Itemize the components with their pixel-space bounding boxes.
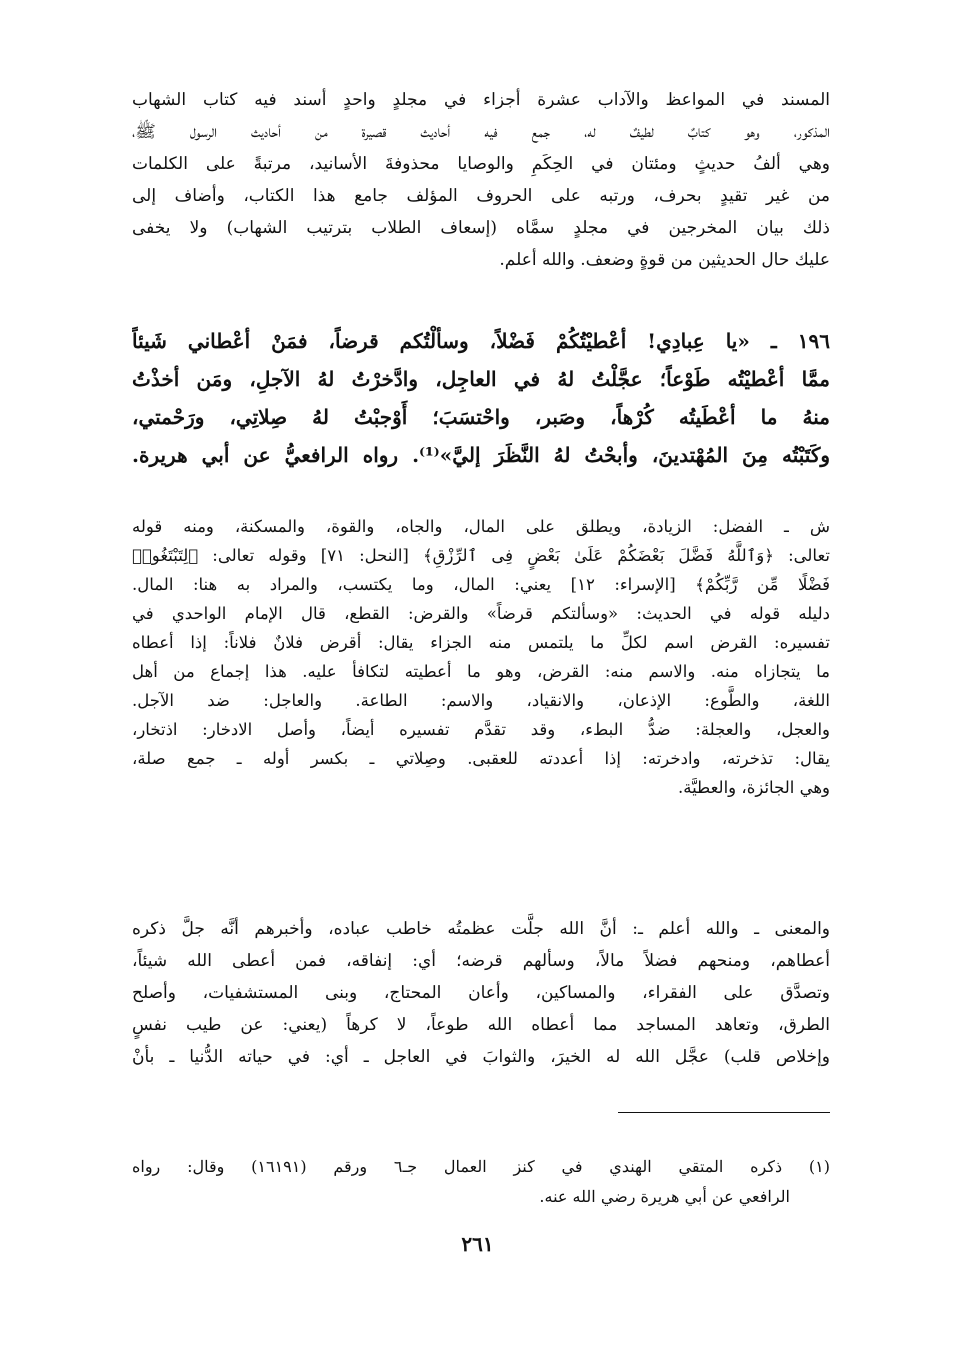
text-line: ش ـ الفضل: الزيادة، ويطلق على المال، والجاه، والقوة، والمسكنة، ومنه قوله [132, 517, 830, 536]
footnote [132, 1152, 830, 1212]
text-line: المذكور، وهو كتابٌ لطيفٌ له، جمع فيه أحاديث قصيرة من أحاديث الرسول ﷺ، [132, 122, 830, 142]
intro-paragraph [132, 84, 830, 276]
hadith-line: منهُ ما أعْطَيتُه كُرْهاً، وصَبر، واحْتسَبَ؛ أَوْجبْتُ لهُ صِلاتِي، ورَحْمتي، [132, 405, 830, 429]
text-line: اللغة، والطَّوع: الإذعان، والانقياد، والاسم: الطاعة. والعاجل: ضد الآجل. [132, 691, 830, 710]
hadith-line: ١٩٦ ـ «يا عِبادِي! أعْطيْتُكُمْ فَضْلاً، وسألْتُكم قرضاً، فمَنْ أعْطاني شَيئاً [132, 329, 830, 353]
text-line: والعجل، والعجلة: ضدُّ البطء، وقد تقدَّم تفسيره أيضاً، وأصل الادخار: اذتخار، [132, 720, 830, 739]
text-line: وتصدَّق على الفقراء، والمساكين، وأعان المحتاج، وبنى المستشفيات، وأصلح [132, 983, 830, 1003]
hadith-196 [132, 322, 830, 474]
hadith-line: وكَتَبْتُه مِنَ المُهْتدينَ، وأبحْتُ لهُ النَّظَرَ إليَّ»⁽¹⁾. رواه الرافعيُّ عن أبي هريرة. [132, 443, 830, 467]
text-line: تفسيره: القرض اسم لكلِّ ما يلتمس منه الجزاء يقال: أقرض فلانٌ فلاناً: إذا أعطاه [132, 633, 830, 652]
text-line: والمعنى ـ والله أعلم ـ: أنَّ الله جلَّت عظمتُه خاطب عباده، وأخبرهم أنَّه جلَّ ذكره [132, 919, 830, 939]
text-line: من غير تقيدٍ بحرف، ورتبه على الحروف المؤلف جامع هذا الكتاب، وأضاف إلى [132, 186, 830, 206]
footnote-divider [618, 1112, 830, 1113]
text-line: وهي الجائزة، والعطيَّة. [677, 778, 830, 797]
text-line: المسند في المواعظ والآداب عشرة أجزاء في مجلدٍ واحدٍ أسند فيه كتاب الشهاب [132, 90, 830, 110]
text-line: دليله قوله في الحديث: «وسألتكم قرضاً» والقرض: القطع، قال الإمام الواحدي في [132, 604, 830, 623]
text-line: وهي ألفُ حديثٍ ومئتان في الحِكَمِ والوصايا محذوفةَ الأسانيد، مرتبةً على الكلمات [132, 154, 830, 174]
page-number: ٢٦١ [461, 1232, 494, 1256]
text-line: تعالى: ﴿وَٱللَّهُ فَضَّلَ بَعْضَكُمْ عَلَىٰ بَعْضٍ فِى ٱلرِّزْقِ﴾ [النحل: ٧١] وقوله تعالى: ﴿لِتَبْتَغُوا۟ [132, 546, 830, 565]
text-line: ذلك بيان المخرجين في مجلدٍ سمَّاه (إسعاف الطلاب بترتيب الشهاب) ولا يخفى [132, 218, 830, 238]
hadith-line: ممَّا أعْطيْتُه طَوْعاً؛ عجَّلْتُ لهُ في العاجِل، وادَّخرْتُ لهُ الآجلِ، ومَن أخذْتُ [132, 367, 830, 391]
commentary-paragraph [132, 512, 830, 802]
meaning-paragraph [132, 913, 830, 1073]
text-line: عليك حال الحديثين من قوةٍ وضعف. والله أعلم. [499, 250, 830, 270]
footnote-line: الرافعي عن أبي هريرة رضي الله عنه. [539, 1187, 790, 1206]
text-line: وإخلاص قلب) عجَّل الله له الخيرَ، والثوابَ في العاجل ـ أي: في حياته الدُّنيا ـ بأنْ [132, 1047, 830, 1067]
text-line: ما يتجازاه منه. والاسم منه: القرض، وهو ما أعطيته لتكافأ عليه. هذا إجماع من أهل [132, 662, 830, 681]
text-line: فَضْلًا مِّن رَّبِّكُمْ﴾ [الإسراء: ١٢] يعني: المال، وما يكتسب، والمراد به هنا: المال. [132, 575, 830, 594]
text-line: يقال: تذخرته، وادخرته: إذا أعددته للعقبى. وصِلاتي ـ بكسر أوله ـ جمع صلة، [132, 749, 830, 768]
footnote-line: (١) ذكره المتقي الهندي في كنز العمال جـ٦ ورقم (١٦١٩١) وقال: رواه [132, 1157, 830, 1176]
text-line: الطرق، وتعاهد المساجد مما أعطاه الله طوعاً، لا كرهاً (يعني: عن طيب نفسٍ [132, 1015, 830, 1035]
text-line: أعطاهم، ومنحهم فضلاً مالاً، وسألهم قرضه؛ أي: إنفاقه، فمن أعطى الله شيئاً، [132, 951, 830, 971]
